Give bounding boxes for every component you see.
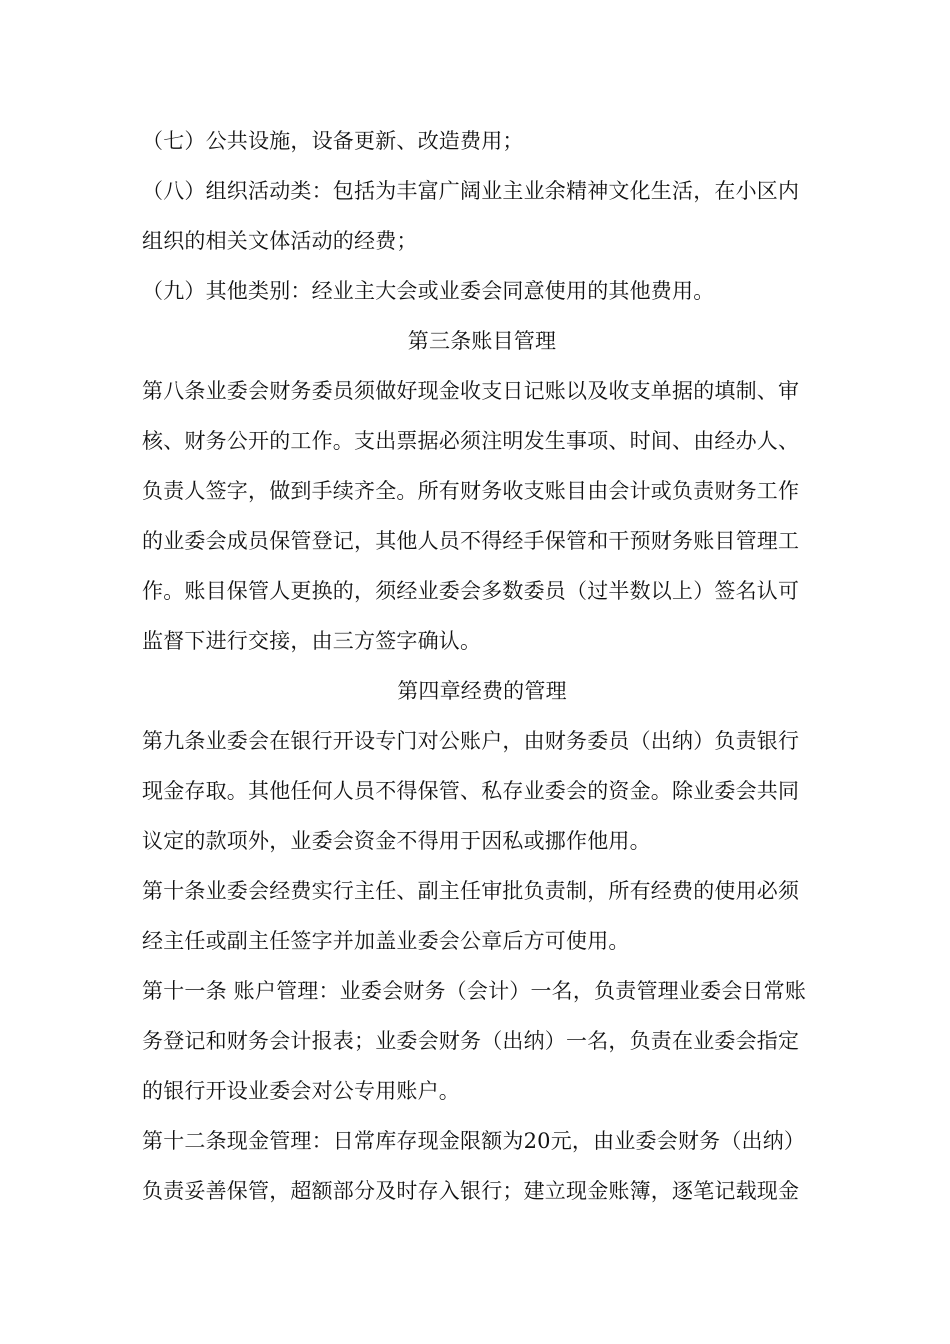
article-ten-line-2: 经主任或副主任签字并加盖业委会公章后方可使用。 bbox=[142, 929, 630, 953]
article-eight-line-3: 负责人签字，做到手续齐全。所有财务收支账目由会计或负责财务工作 bbox=[142, 479, 800, 503]
article-ten-line-1: 第十条业委会经费实行主任、副主任审批负责制，所有经费的使用必须 bbox=[142, 879, 800, 903]
section-heading-account-management: 第三条账目管理 bbox=[407, 329, 557, 353]
article-eleven-line-3: 的银行开设业委会对公专用账户。 bbox=[142, 1079, 460, 1103]
article-eight-line-6: 监督下进行交接，由三方签字确认。 bbox=[142, 629, 482, 653]
article-eleven-line-1: 第十一条 账户管理：业委会财务（会计）一名，负责管理业委会日常账 bbox=[142, 979, 807, 1003]
article-eight-line-1: 第八条业委会财务委员须做好现金收支日记账以及收支单据的填制、审 bbox=[142, 379, 800, 403]
article-nine-line-2: 现金存取。其他任何人员不得保管、私存业委会的资金。除业委会共同 bbox=[142, 779, 800, 803]
article-eleven-line-2: 务登记和财务会计报表；业委会财务（出纳）一名，负责在业委会指定 bbox=[142, 1029, 800, 1053]
article-eight-line-5: 作。账目保管人更换的，须经业委会多数委员（过半数以上）签名认可 bbox=[142, 579, 800, 603]
item-nine: （九）其他类别：经业主大会或业委会同意使用的其他费用。 bbox=[142, 279, 715, 303]
article-nine-line-3: 议定的款项外，业委会资金不得用于因私或挪作他用。 bbox=[142, 829, 651, 853]
article-eight-line-4: 的业委会成员保管登记，其他人员不得经手保管和干预财务账目管理工 bbox=[142, 529, 800, 553]
article-twelve-line-2: 负责妥善保管，超额部分及时存入银行；建立现金账簿，逐笔记载现金 bbox=[142, 1179, 800, 1203]
article-eight-line-2: 核、财务公开的工作。支出票据必须注明发生事项、时间、由经办人、 bbox=[142, 429, 800, 453]
item-eight-line-1: （八）组织活动类：包括为丰富广阔业主业余精神文化生活，在小区内 bbox=[142, 179, 800, 203]
article-twelve-line-1: 第十二条现金管理：日常库存现金限额为20元，由业委会财务（出纳） bbox=[142, 1129, 806, 1153]
chapter-heading-fund-management: 第四章经费的管理 bbox=[397, 679, 567, 703]
item-seven: （七）公共设施，设备更新、改造费用； bbox=[142, 129, 524, 153]
item-eight-line-2: 组织的相关文体活动的经费； bbox=[142, 229, 418, 253]
article-nine-line-1: 第九条业委会在银行开设专门对公账户，由财务委员（出纳）负责银行 bbox=[142, 729, 800, 753]
